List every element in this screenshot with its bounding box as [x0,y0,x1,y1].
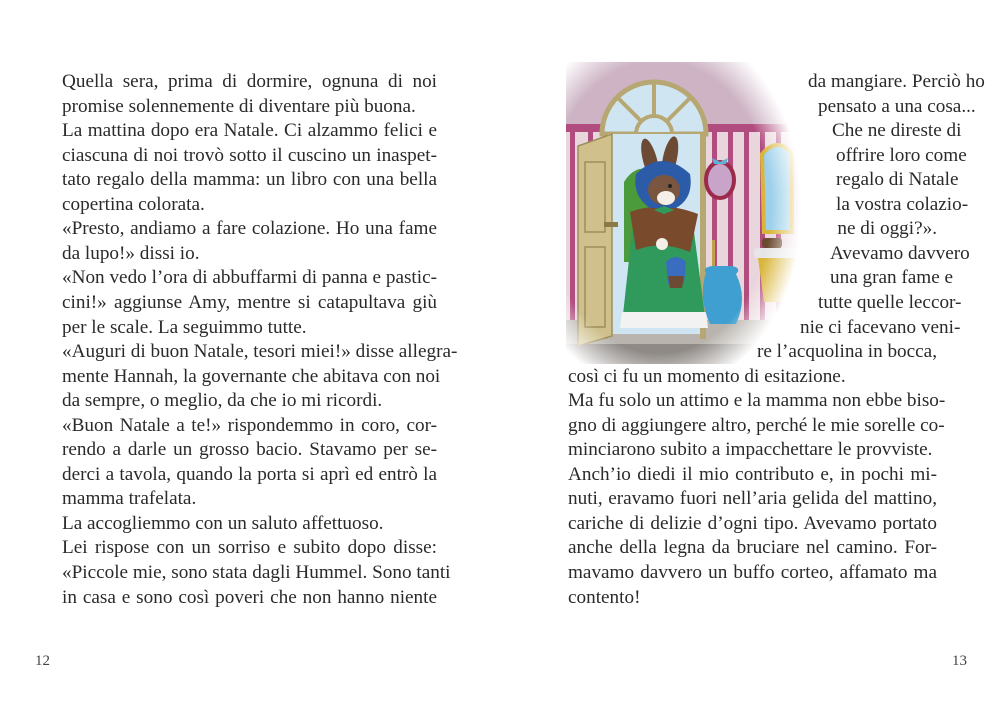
text-line: Lei rispose con un sorriso e subito dopo disse: [62,537,437,559]
text-line: rendo a darle un grosso bacio. Stavamo per se- [62,439,437,461]
text-line: in casa e sono così poveri che non hanno niente [62,586,437,608]
text-line: mamma trafelata. [62,488,197,510]
text-line: Anch’io diedi il mio contributo e, in pochi mi- [568,463,937,485]
text-line: Avevamo davvero [830,242,970,264]
text-line: la vostra colazio- [836,193,969,215]
text-line: copertina colorata. [62,193,205,215]
text-line: cariche di delizie d’ogni tipo. Avevamo portato [568,512,937,534]
text-line: gno di aggiungere altro, perché le mie sorelle co- [568,414,945,436]
text-line: Che ne direste di [832,120,962,142]
text-line: mente Hannah, la governante che abitava con noi [62,365,441,387]
text-line: nie ci facevano veni- [800,316,961,338]
right-page [500,0,1000,705]
text-line: una gran fame e [830,267,954,289]
text-line: minciarono subito a impacchettare le provviste. [568,439,933,461]
text-line: ciascuna di noi trovò sotto il cuscino un inaspet- [62,144,437,166]
text-line: contento! [568,586,641,608]
text-line: La mattina dopo era Natale. Ci alzammo felici e [62,120,437,142]
text-line: «Presto, andiamo a fare colazione. Ho una fame [62,218,437,240]
text-line: Ma fu solo un attimo e la mamma non ebbe biso- [568,390,946,412]
text-line: nuti, eravamo fuori nell’aria gelida del mattino, [568,488,937,510]
text-line: promise solennemente di diventare più buona. [62,95,416,117]
text-line: così ci fu un momento di esitazione. [568,365,846,387]
text-line: Quella sera, prima di dormire, ognuna di noi [62,71,437,92]
text-line: da lupo!» dissi io. [62,242,200,264]
text-line: La accogliemmo con un saluto affettuoso. [62,512,384,534]
page-number-left: 12 [35,653,50,669]
text-line: pensato a una cosa... [818,95,976,117]
text-line: regalo di Natale [836,169,959,191]
text-line: tutte quelle leccor- [818,291,962,313]
text-line: derci a tavola, quando la porta si aprì ed entrò la [62,463,437,485]
text-line: offrire loro come [836,144,967,166]
text-line: anche della legna da bruciare nel camino. For- [568,537,937,559]
text-line: re l’acquolina in bocca, [756,341,937,363]
text-line: «Non vedo l’ora di abbuffarmi di panna e pastic- [62,267,437,289]
text-line: ne di oggi?». [837,218,937,240]
text-line: «Auguri di buon Natale, tesori miei!» disse allegra- [62,341,458,363]
text-line: da mangiare. Perciò ho [808,71,985,92]
text-line: «Buon Natale a te!» rispondemmo in coro, cor- [62,414,437,436]
page-number-right: 13 [952,653,967,669]
illustration-rabbit-doorway [566,62,798,364]
text-line: tato regalo della mamma: un libro con una bella [62,169,437,191]
text-line: cini!» aggiunse Amy, mentre si catapultava giù [62,291,437,313]
text-line: da sempre, o meglio, da che io mi ricordi. [62,390,383,412]
text-line: per le scale. La seguimmo tutte. [62,316,307,338]
text-line: «Piccole mie, sono stata dagli Hummel. Sono tanti [62,562,451,583]
text-line: mavamo davvero un buffo corteo, affamato ma [568,562,937,583]
